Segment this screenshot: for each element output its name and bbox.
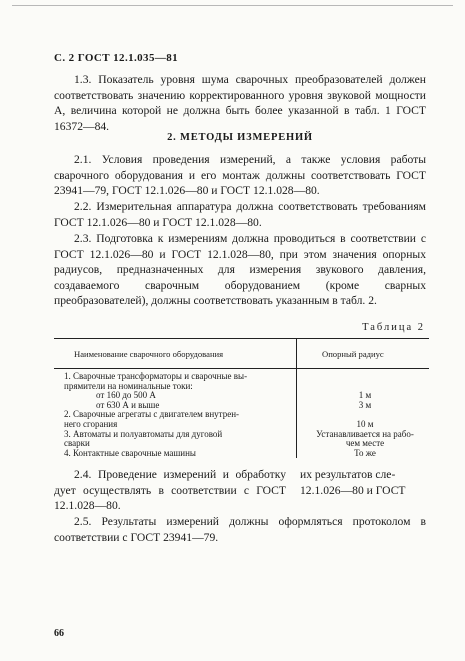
table-row-label: прямители на номинальные токи:: [64, 380, 193, 391]
table-row-value: То же: [354, 447, 376, 458]
table-row-value: [300, 372, 430, 382]
table-row-label: 2. Сварочные агрегаты с двигателем внутрен-: [64, 409, 240, 420]
table-row-value: 3 м: [358, 399, 372, 410]
table-row-label: 3. Автоматы и полуавтоматы для дуговой: [64, 428, 223, 439]
paragraph-1-3: 1.3. Показатель уровня шума сварочных преобразователей должен соответствовать значению корректированного уровня звуковой мощности А, величина которой не должна быть более указанной в табл. 1 ГОСТ 16372—84.: [54, 73, 426, 133]
paragraph-2-3: 2.3. Подготовка к измерениям должна проводиться в соответствии с ГОСТ 12.1.026—80 и ГОСТ 12.1.028—80, при этом значения опорных радиусов, предназначенных для измерения звукового давления, создаваемого сварочным оборудованием (кроме сварных преобразователей), должны соответствовать указанным в табл. 2.: [54, 232, 426, 308]
table-row-value: чем месте: [345, 438, 385, 449]
table-left-column: [64, 372, 290, 458]
table-row-label: него сгорания: [64, 418, 118, 429]
table-row-label: 1. Сварочные трансформаторы и сварочные вы-: [64, 371, 248, 381]
paragraph-2-4-right: их результатов сле- 12.1.026—80 и ГОСТ: [300, 468, 406, 497]
paragraph-2-1: 2.1. Условия проведения измерений, а также условия работы сварочного оборудования и его монтаж должны соответствовать ГОСТ 23941—79, ГОСТ 12.1.026—80 и ГОСТ 12.1.028—80.: [54, 153, 426, 198]
table-row-value: Устанавливается на рабо-: [316, 428, 414, 439]
table-row-label: сварки: [64, 438, 90, 449]
paragraph-2-5: 2.5. Результаты измерений должны оформляться протоколом в соответствии с ГОСТ 23941—79.: [54, 515, 426, 544]
table-row-label: от 630 А и выше: [96, 399, 160, 410]
table-row-value: 10 м: [356, 418, 374, 429]
table-row-label: 4. Контактные сварочные машины: [64, 447, 196, 458]
column-header-equipment: Наименование сварочного оборудования: [74, 349, 224, 359]
section-title: 2. МЕТОДЫ ИЗМЕРЕНИЙ: [167, 132, 313, 143]
page-number: 66: [54, 628, 64, 639]
top-border-line: [12, 5, 453, 6]
table-row-value: 1 м: [358, 390, 372, 401]
table-right-column: [300, 372, 430, 458]
column-header-radius: Опорный радиус: [322, 349, 384, 359]
table-row-label: от 160 до 500 А: [96, 390, 156, 401]
paragraph-2-2: 2.2. Измерительная аппаратура должна соответствовать требованиям ГОСТ 12.1.026—80 и ГОСТ 12.1.028—80.: [54, 200, 426, 229]
paragraph-2-4: 2.4. Проведение измерений и обработку дует осуществлять в соответствии с ГОСТ 12.1.028—80.: [54, 468, 286, 513]
table-header-rule: [54, 368, 429, 369]
page-header: С. 2 ГОСТ 12.1.035—81: [54, 52, 179, 64]
table-column-divider: [296, 338, 297, 458]
table-2: [54, 338, 429, 458]
table-caption: Таблица 2: [362, 322, 425, 333]
table-top-rule: [54, 338, 429, 339]
